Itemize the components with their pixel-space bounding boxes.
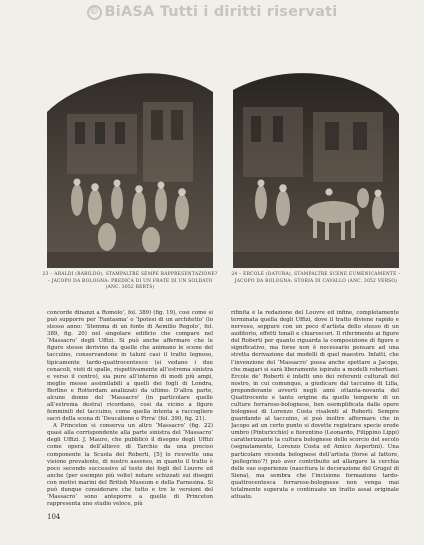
figure-24-drawing <box>233 52 399 268</box>
watermark <box>0 2 424 22</box>
paragraph: concorde dinanzi a Romolo’, fol. 389) (fig. 19), così come si può supporre per ‘Fantasma’ o ‘Ipotesi di un architetto’ (lo stesso anno: ‘Stemma di un fonte di Aemilio Regolo’, fol. 389, fig. 20) nel singolare edificio che compare nel ‘Massacro’ degli Uffizi. Si può anche affermare che le figure stesse derivino da quelle che animano le scene del taccuino, conservandone in taluni casi il tratto legnoso, tipicamente tardo-quattrocentesco (si vedano i due cenacoli, visti di spalle, rispettivamente all’estrema sinistra e verso il centro), sia pure all’interno di modi più ampi, meglio messe assimilabili a quelli dei fogli di Londra, Berlino e Rotterdam analizzati da ultimo. D’altra parte, alcune donne del ‘Massacro’ (in particolare quelle all’estrema destra) ricordano, così da vicino a figure femminili del taccuino, come quella intenta a raccogliere sacri della scena di ‘Deucalione e Pirra’ (fol. 390, fig. 21). <box>47 310 213 423</box>
watermark-text: BiASA Tutti i diritti riservati <box>104 4 338 20</box>
paragraph: rifinita è la redazione del Louvre ed infine, completamente terminata quella degli Uffizi, dove il tratto diviene rapido e nervoso, seppure con un poco d’artista dello stesso di un auditorio, effetti tonali e chiaroscuri. Il riferimento ai figure del Roberti per quanto riguarda la composizione di figure e significativo, ma forse non è necessario pensare ad una stretta derivazione dai modelli di quel maestro. Infatti, che l’invenzione del ‘Massacro’ possa anche spettare a Jacopo, che magari si sarà liberamente ispirato a modelli robertiani. Ercole de’ Roberti è infatti uno dei referenti culturali del nostro, in cui comunque, a giudicare dal taccuino di Lilla, preponderante avvertì negli anni ottanta-novanta del Quattrocento e tanto origine da quello temperie di un culture ferrarese-bolognese, ben esemplificata dalle opere bolognesi di Lorenzo Costa risalenti al Roberti. Sempre guardando al taccuino, si può inoltre affermare che in Jacopo ad un certo punto si dovette registrare specie erede umbro (Pinturicchio) e fiorentino (Leonardo, Filippino Lippi) caratterizzante la cultura bolognese dello scorcio del secolo (segnatamente, Lorenzo Costa ed Amico Aspertini). Una particolare vicenda bolognese dell’artista (forse al fattore, ‘pellegrino’?) può aver contribuito ad allargare la cerchia delle sue esperienze (nascitura le decorazione del Grugel di Siena), ma sembra che l’incisione formazione tardo-quattrocentesca ferrarese-bolognese non venga mai totalmente superata e continuato un tratto assai originale attuato. <box>231 310 399 501</box>
page-number: 104 <box>47 513 61 521</box>
copyright-icon: © <box>87 5 102 20</box>
figure-24-image <box>233 52 399 268</box>
text-column-left <box>47 310 213 506</box>
figure-23-image <box>47 52 213 268</box>
figure-23-caption: 23 – ARALDI (BARILDO), STAMPALTRE SEMPE RAPPRESENTAZIONE? – JACOPO DA BOLOGNA: PREDICA DI UN FRATE DI UN SOLDATO (ANC. 3052 BERTS) <box>42 272 218 291</box>
figure-24-caption: 24 – ERCOLE (DATURA), STAMPALTRE SCENE EUMENICAMENTE – JACOPO DA BOLOGNA: STORIA DI CAVALLO (ANC. 3052 VERSO) <box>231 272 401 284</box>
text-column-right <box>231 310 399 506</box>
paragraph: A Princeton si conserva un altro ‘Massacro’ (fig. 22) quasi alla corrispondente alla parte sinistra del ‘Massacro’ degli Uffizi. J. Mauro, che pubblicò il disegno degli Uffizi come opera dell’allievo di Tarchio da una preciso componente la Scuola del Roberti, [5] lo ricevette una visione prevalente, di nostro assenso, in quanto il tratto è poco secondo successivo al testo dei fogli del Louvre ed anche (per esempio più volte) notare schizzati sui disegni con motivi marini del British Museum e della Farnesina. Si può dunque considerare che tutto e tre le versioni del ‘Massacro’ sono anteporre a quelle di Princeton rappresenta uno studio veloce, più <box>47 423 213 506</box>
figure-23-drawing <box>47 52 213 268</box>
